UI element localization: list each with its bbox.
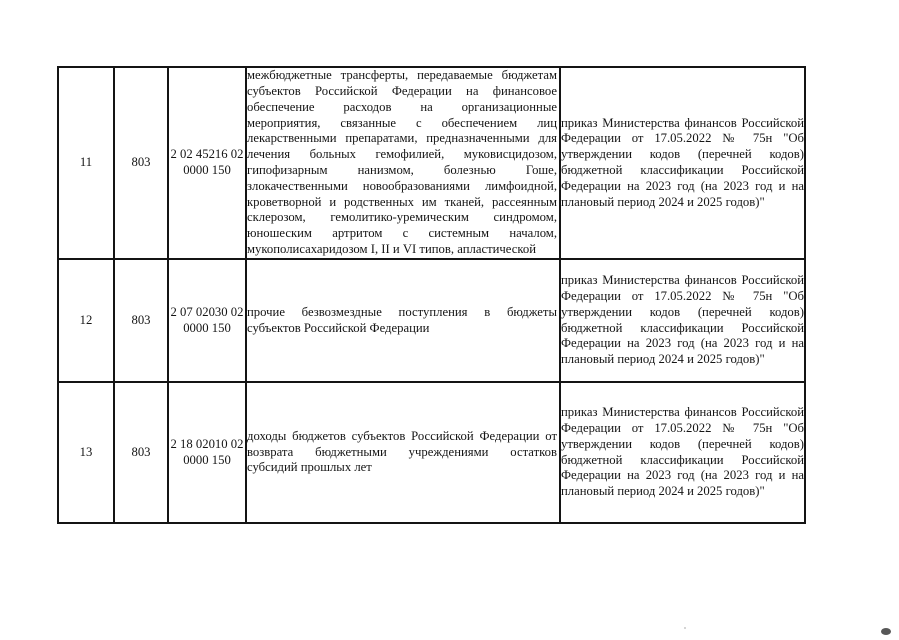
row-number-cell	[59, 383, 113, 522]
legal-basis-line: приказ Министерства финансов Российской	[561, 273, 804, 288]
table-border-horizontal	[57, 522, 806, 524]
legal-basis-line: бюджетной классификации Российской	[561, 320, 804, 335]
legal-basis-cell	[561, 68, 804, 258]
description-line: возврата бюджетными учреждениями остатков	[247, 444, 557, 459]
description-line: прочие безвозмездные поступления в бюджеты	[247, 304, 557, 319]
budget-code-cell	[169, 68, 245, 258]
admin-code: 803	[131, 155, 151, 170]
budget-code-line: 0000 150	[183, 163, 231, 177]
row-number: 13	[79, 444, 93, 459]
income-description-cell	[247, 260, 559, 381]
legal-basis-line: плановый период 2024 и 2025 годов)"	[561, 352, 765, 367]
description-line: лечения больных гемофилией, муковисцидозом,	[247, 147, 557, 162]
legal-basis-line: приказ Министерства финансов Российской	[561, 115, 804, 130]
description-line: мероприятия, связанные с обеспечением лиц	[247, 115, 557, 130]
legal-basis-line: Федерации на 2023 год (на 2023 год и на	[561, 178, 804, 193]
admin-code: 803	[131, 312, 151, 327]
legal-basis-line: утверждении кодов (перечней кодов)	[561, 147, 804, 162]
description-line: субсидий прошлых лет	[247, 460, 372, 475]
legal-basis-line: приказ Министерства финансов Российской	[561, 405, 804, 420]
budget-code-line: 2 07 02030 02	[170, 304, 244, 319]
budget-code-line: 0000 150	[183, 320, 231, 335]
legal-basis-cell	[561, 260, 804, 381]
income-description-cell	[247, 383, 559, 522]
description-line: гипофизарным нанизмом, болезнью Гоше,	[247, 163, 557, 177]
legal-basis-line: Федерации от 17.05.2022 № 75н "Об	[561, 420, 804, 435]
description-line: лекарственными препаратами, предназначенными для	[247, 131, 557, 146]
budget-code-line: 2 02 45216 02	[170, 147, 244, 162]
scan-speck	[881, 628, 891, 635]
legal-basis-line: Федерации от 17.05.2022 № 75н "Об	[561, 288, 804, 303]
admin-code-cell	[115, 260, 167, 381]
description-line: субъектов Российской Федерации	[247, 320, 430, 335]
budget-code-cell	[169, 383, 245, 522]
description-line: кроветворной и родственных им тканей, рассеянным	[247, 194, 557, 209]
budget-code-line: 2 18 02010 02	[170, 436, 244, 451]
row-number: 11	[79, 155, 93, 170]
legal-basis-line: Федерации от 17.05.2022 № 75н "Об	[561, 131, 804, 146]
description-line: доходы бюджетов субъектов Российской Федерации от	[247, 428, 557, 443]
budget-code-cell	[169, 260, 245, 381]
description-line: юношеским артритом с системным началом,	[247, 226, 557, 241]
budget-code-line: 0000 150	[183, 452, 231, 467]
row-number-cell	[59, 260, 113, 381]
income-description-cell	[247, 68, 559, 258]
admin-code: 803	[131, 444, 151, 459]
legal-basis-line: утверждении кодов (перечней кодов)	[561, 304, 804, 319]
admin-code-cell	[115, 383, 167, 522]
legal-basis-line: Федерации на 2023 год (на 2023 год и на	[561, 468, 804, 483]
legal-basis-line: Федерации на 2023 год (на 2023 год и на	[561, 336, 804, 351]
legal-basis-cell	[561, 383, 804, 522]
legal-basis-line: утверждении кодов (перечней кодов)	[561, 436, 804, 451]
description-line: злокачественными новообразованиями лимфоидной,	[247, 178, 557, 193]
description-line: субъектов Российской Федерации на финансовое	[247, 84, 557, 99]
admin-code-cell	[115, 68, 167, 258]
row-number: 12	[79, 312, 93, 327]
description-line: склерозом, гемолитико-уремическим синдромом,	[247, 210, 557, 225]
legal-basis-line: плановый период 2024 и 2025 годов)"	[561, 194, 765, 209]
legal-basis-line: бюджетной классификации Российской	[561, 452, 804, 467]
legal-basis-line: бюджетной классификации Российской	[561, 163, 804, 177]
description-line: обеспечение расходов на организационные	[247, 99, 557, 114]
description-line: межбюджетные трансферты, передаваемые бюджетам	[247, 68, 557, 83]
table-border-vertical	[804, 66, 806, 523]
legal-basis-line: плановый период 2024 и 2025 годов)"	[561, 484, 765, 499]
description-line: мукополисахаридозом I, II и VI типов, апластической	[247, 241, 537, 256]
scan-speck	[684, 627, 686, 629]
row-number-cell	[59, 68, 113, 258]
